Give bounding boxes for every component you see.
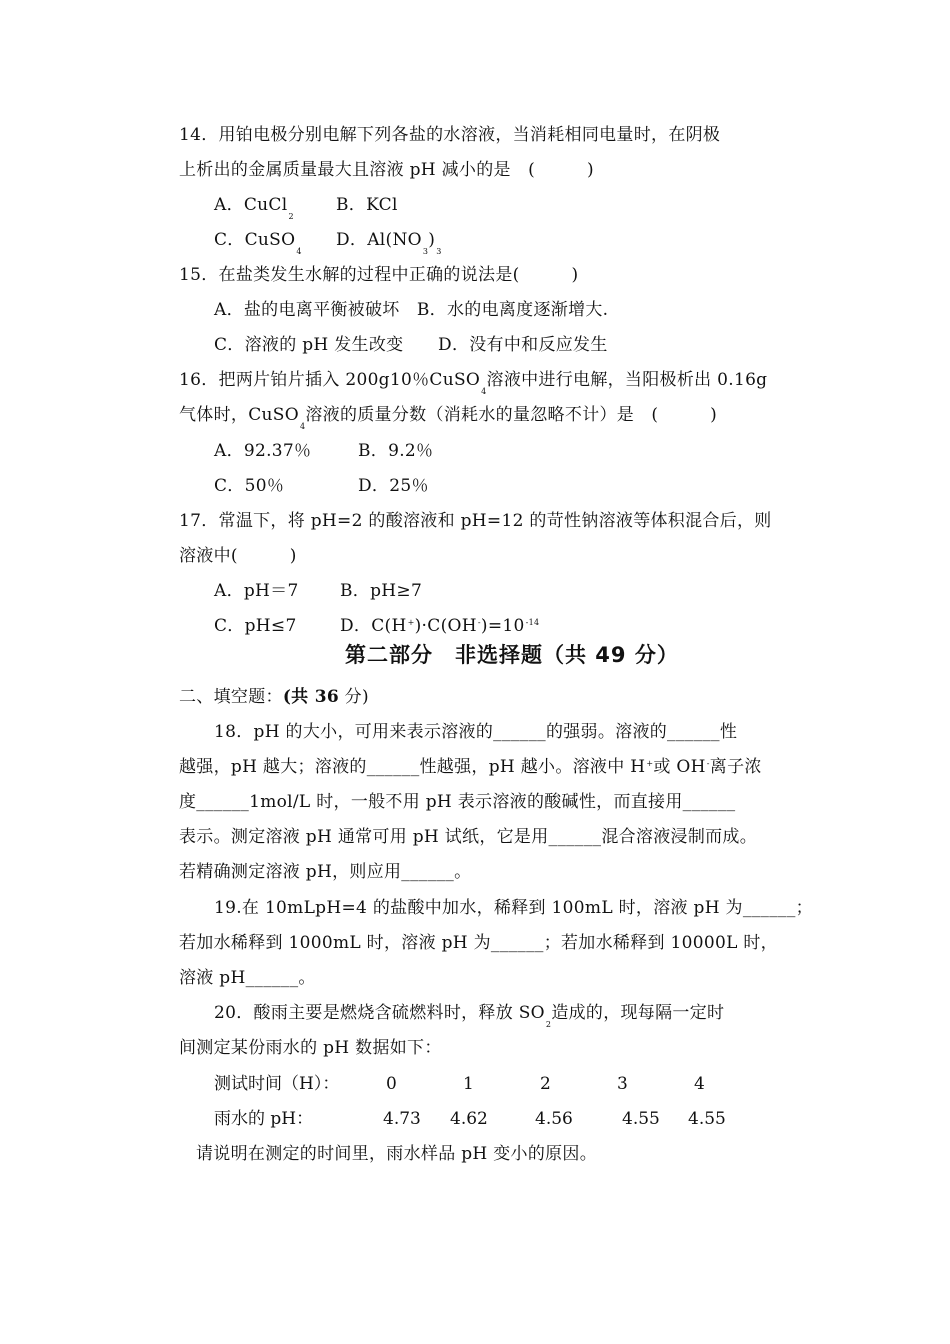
q20-time-label: 测试时间（H）： [214,1074,340,1094]
q20-line2: 间测定某份雨水的 pH 数据如下： [179,1038,442,1058]
q20-time-value: 2 [540,1074,551,1094]
q14-stem-line1: 14．用铂电极分别电解下列各盐的水溶液，当消耗相同电量时，在阴极 [179,125,721,145]
q20-time-value: 1 [463,1074,474,1094]
q17-stem-line1: 17．常温下，将 pH=2 的酸溶液和 pH=12 的苛性钠溶液等体积混合后，则 [179,511,772,531]
q18-line5: 若精确测定溶液 pH，则应用______。 [179,862,472,882]
q20-time-value: 3 [617,1074,628,1094]
q16-stem-line2: 气体时，CuSO$_4$溶液的质量分数（消耗水的量忽略不计）是 ( ) [179,405,718,431]
q20-ph-value: 4.56 [535,1109,573,1129]
q20-ph-value: 4.55 [622,1109,660,1129]
q14-option-c: C．CuSO$_4$ [214,230,302,256]
q18-line4: 表示。测定溶液 pH 通常可用 pH 试纸，它是用______混合溶液浸制而成。 [179,827,758,847]
q20-line1: 20．酸雨主要是燃烧含硫燃料时，释放 $SO_2$造成的，现每隔一定时 [214,1003,725,1029]
part2-heading: 第二部分 非选择题（共 49 分） [345,643,679,667]
section-fill-in-title: 二、填空题：(共 36 分) [179,687,369,707]
q20-ph-value: 4.55 [688,1109,726,1129]
q17-stem-line2: 溶液中( ) [179,546,297,566]
q18-line3: 度______1mol/L 时，一般不用 pH 表示溶液的酸碱性，而直接用______ [179,792,736,812]
q18-line1: 18．pH 的大小，可用来表示溶液的______的强弱。溶液的______性 [214,722,738,742]
q16-stem-line1: 16．把两片铂片插入 200g10％CuSO$_4$溶液中进行电解，当阳极析出 0.16g [179,370,768,396]
q20-ph-value: 4.73 [383,1109,421,1129]
q17-option-a: A．pH＝7 [214,581,299,601]
q19-line1: 19.在 10mLpH=4 的盐酸中加水，稀释到 100mL 时，溶液 pH 为______； [214,898,813,918]
q18-line2: 越强，pH 越大；溶液的______性越强，pH 越小。溶液中 H+或 OH-离子浓 [179,757,762,777]
q16-option-c: C．50％ [214,476,285,496]
q14-option-b: B．KCl [336,195,398,215]
q20-ph-label: 雨水的 pH： [214,1109,314,1129]
q17-option-b: B．pH≥7 [340,581,423,601]
q14-option-a: A．CuCl$_2$ [214,195,294,221]
q17-option-d: D．$C(H^+)\cdot C(OH^-)=10^{-14}$ [340,616,540,636]
q20-ph-value: 4.62 [450,1109,488,1129]
q16-option-a: A．92.37％ [214,441,312,461]
q15-stem: 15．在盐类发生水解的过程中正确的说法是( ) [179,265,579,285]
q14-stem-line2: 上析出的金属质量最大且溶液 pH 减小的是 ( ) [179,160,594,180]
q20-time-value: 4 [694,1074,705,1094]
q15-options-ab: A．盐的电离平衡被破坏 B．水的电离度逐渐增大. [214,300,609,320]
q15-options-cd: C．溶液的 pH 发生改变 D．没有中和反应发生 [214,335,608,355]
q19-line3: 溶液 pH______。 [179,968,316,988]
q20-question: 请说明在测定的时间里，雨水样品 pH 变小的原因。 [196,1144,598,1164]
q20-time-value: 0 [386,1074,397,1094]
q16-option-b: B．9.2％ [358,441,434,461]
q16-option-d: D．25％ [358,476,429,496]
q14-option-d: D．$Al(NO_3)_3$ [336,230,442,256]
q19-line2: 若加水稀释到 1000mL 时，溶液 pH 为______；若加水稀释到 10000L 时， [179,933,778,953]
q17-option-c: C．pH≤7 [214,616,297,636]
